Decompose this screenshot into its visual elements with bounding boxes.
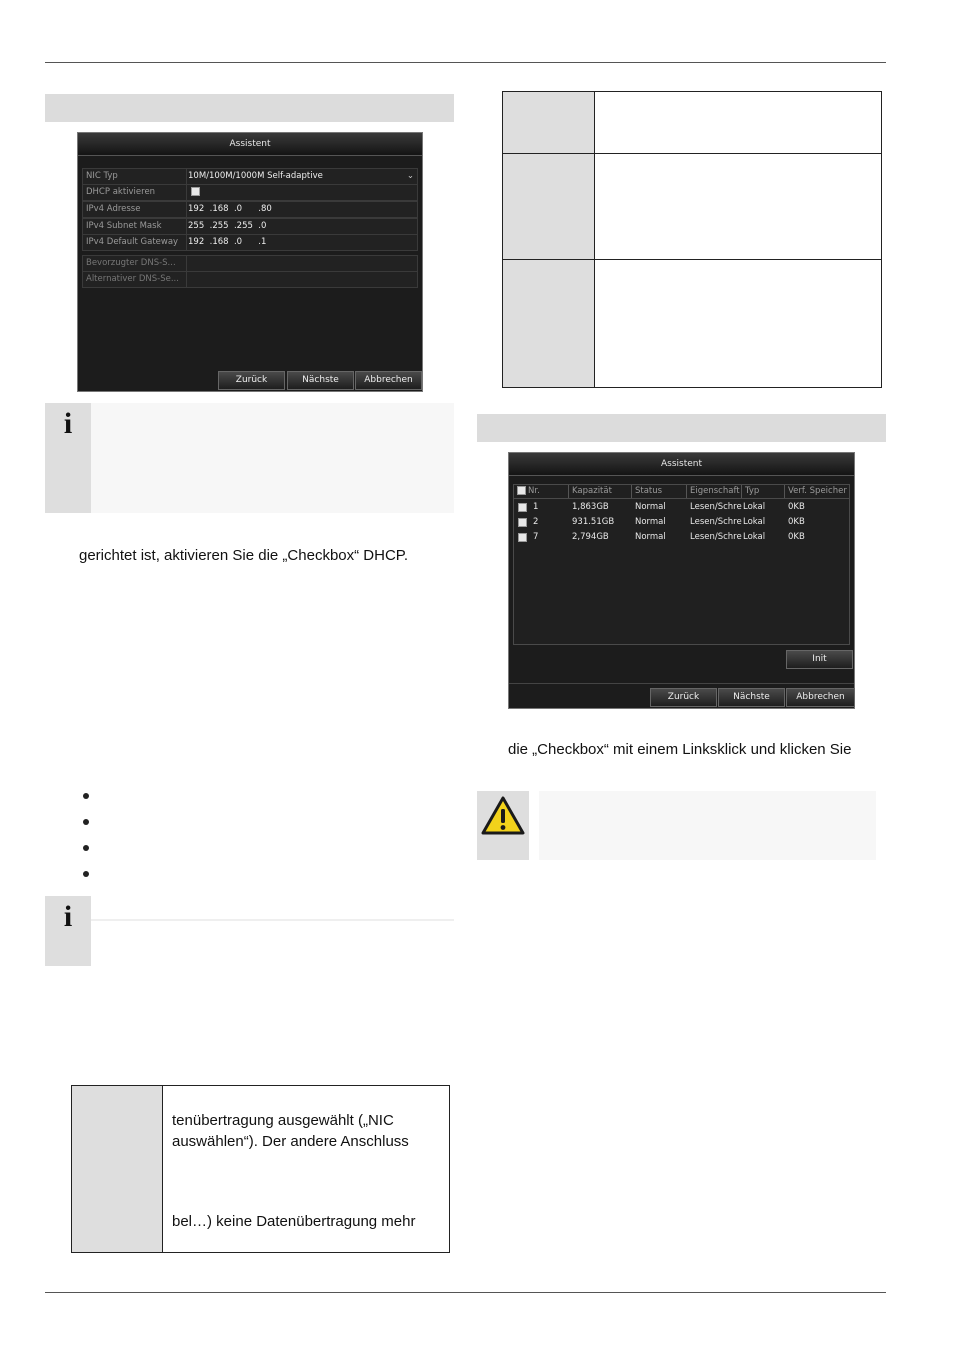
cancel-button[interactable]: Abbrechen (786, 688, 855, 707)
cell-property: Lesen/Schre (690, 517, 742, 527)
list-bullet (83, 819, 89, 825)
nic-type-select[interactable] (186, 169, 417, 184)
section-bar-hdd (477, 414, 886, 442)
list-bullet (83, 871, 89, 877)
gateway-row[interactable] (82, 234, 418, 251)
cell-capacity: 931.51GB (572, 517, 615, 527)
table-term-cell (72, 1086, 163, 1252)
info-box-content (91, 403, 454, 513)
hdd-table-header (514, 485, 849, 499)
field-label: IPv4 Subnet Mask (83, 219, 187, 234)
warning-box-icon-cell (477, 791, 529, 860)
field-label: IPv4 Default Gateway (83, 235, 187, 250)
next-button[interactable]: Nächste (287, 371, 354, 390)
network-wizard-dialog (77, 132, 423, 392)
dhcp-value-cell (186, 185, 417, 200)
alternative-dns-input[interactable] (186, 272, 417, 287)
cell-nr: 7 (533, 532, 539, 542)
back-button[interactable]: Zurück (218, 371, 285, 390)
ipv4-address-input[interactable]: 192 .168 .0 .80 (188, 204, 272, 214)
field-label: NIC Typ (83, 169, 187, 184)
warning-box-content (539, 791, 876, 860)
cell-type: Lokal (743, 502, 766, 512)
dhcp-checkbox[interactable] (191, 187, 200, 196)
table-row-divider (503, 153, 881, 154)
cancel-button[interactable]: Abbrechen (355, 371, 422, 390)
nic-type-row[interactable] (82, 168, 418, 185)
list-bullet (83, 845, 89, 851)
cell-free-space: 0KB (788, 517, 805, 527)
table-row-divider (503, 259, 881, 260)
table-text-line: bel…) keine Datenübertragung mehr (172, 1213, 416, 1230)
gateway-input[interactable]: 192 .168 .0 .1 (188, 237, 267, 247)
alternative-dns-row[interactable] (82, 271, 418, 288)
dhcp-row (82, 184, 418, 201)
table-row[interactable] (514, 530, 849, 545)
column-header-property: Eigenschaft (687, 485, 742, 498)
row-checkbox[interactable] (518, 503, 527, 512)
header-rule (45, 62, 886, 63)
footer-rule (45, 1292, 886, 1293)
cell-status: Normal (635, 532, 666, 542)
cell-nr: 2 (533, 517, 539, 527)
back-button[interactable]: Zurück (650, 688, 717, 707)
instruction-text: gerichtet ist, aktivieren Sie die „Checkbox“ DHCP. (79, 547, 409, 564)
field-label: Bevorzugter DNS-S... (83, 256, 187, 271)
column-header-type: Typ (742, 485, 785, 498)
cell-capacity: 2,794GB (572, 532, 609, 542)
row-checkbox[interactable] (518, 518, 527, 527)
definition-table (71, 1085, 450, 1253)
column-header-free-space: Verf. Speicher (788, 486, 847, 496)
nic-type-value: 10M/100M/1000M Self-adaptive (188, 171, 323, 181)
field-label: DHCP aktivieren (83, 185, 187, 200)
cell-capacity: 1,863GB (572, 502, 609, 512)
cell-nr: 1 (533, 502, 539, 512)
cell-type: Lokal (743, 517, 766, 527)
preferred-dns-row[interactable] (82, 255, 418, 272)
info-box-icon-cell (45, 896, 91, 966)
cell-status: Normal (635, 517, 666, 527)
chevron-down-icon: ⌄ (406, 171, 414, 181)
subnet-mask-input[interactable]: 255 .255 .255 .0 (188, 221, 267, 231)
definition-table-right (502, 91, 882, 388)
field-label: IPv4 Adresse (83, 202, 187, 217)
section-bar-network (45, 94, 454, 122)
info-icon: i (63, 407, 73, 440)
cell-status: Normal (635, 502, 666, 512)
warning-icon (480, 795, 526, 837)
column-header-capacity: Kapazität (569, 485, 632, 498)
hdd-table (513, 484, 850, 645)
select-all-checkbox[interactable] (517, 486, 526, 495)
table-text-line: auswählen“). Der andere Anschluss (172, 1133, 409, 1150)
subnet-mask-row[interactable] (82, 218, 418, 235)
instruction-text: die „Checkbox“ mit einem Linksklick und klicken Sie (508, 741, 852, 758)
column-header-nr: Nr. (514, 485, 569, 498)
cell-free-space: 0KB (788, 502, 805, 512)
info-box-divider (91, 919, 454, 921)
dialog-footer-divider (509, 683, 854, 684)
dialog-title: Assistent (78, 133, 422, 156)
info-box-icon-cell (45, 403, 91, 513)
dialog-title: Assistent (509, 453, 854, 476)
row-checkbox[interactable] (518, 533, 527, 542)
ipv4-address-row[interactable] (82, 201, 418, 218)
preferred-dns-input[interactable] (186, 256, 417, 271)
list-bullet (83, 793, 89, 799)
cell-type: Lokal (743, 532, 766, 542)
next-button[interactable]: Nächste (718, 688, 785, 707)
table-row[interactable] (514, 500, 849, 515)
hdd-wizard-dialog (508, 452, 855, 709)
cell-free-space: 0KB (788, 532, 805, 542)
cell-property: Lesen/Schre (690, 502, 742, 512)
column-header-status: Status (632, 485, 687, 498)
table-row[interactable] (514, 515, 849, 530)
cell-property: Lesen/Schre (690, 532, 742, 542)
table-text-line: tenübertragung ausgewählt („NIC (172, 1112, 394, 1129)
init-button[interactable]: Init (786, 650, 853, 669)
field-label: Alternativer DNS-Se... (83, 272, 187, 287)
info-icon: i (63, 900, 73, 933)
table-term-column (503, 92, 595, 387)
